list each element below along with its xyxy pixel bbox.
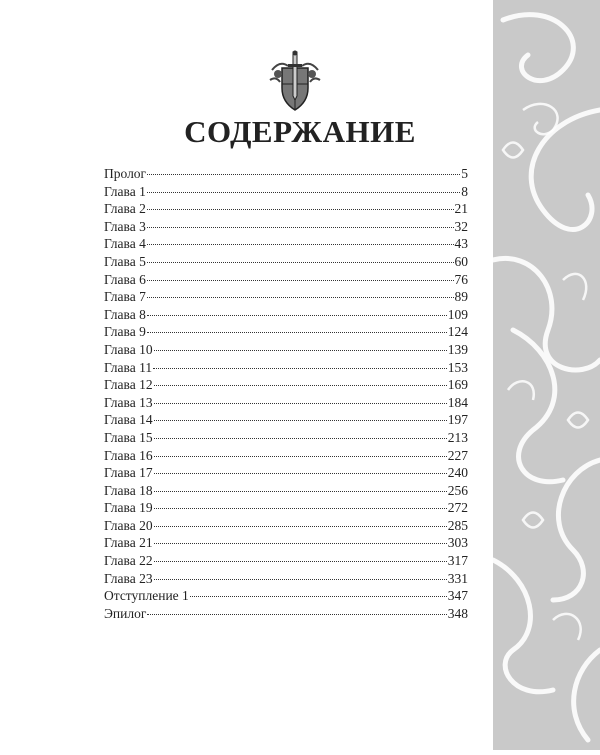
toc-entry-label: Глава 16 — [104, 447, 153, 463]
toc-entry-label: Глава 8 — [104, 306, 146, 322]
toc-entry-label: Глава 15 — [104, 429, 153, 445]
toc-entry-label: Глава 23 — [104, 570, 153, 586]
toc-entry[interactable] — [104, 499, 468, 517]
toc-entry-label: Глава 22 — [104, 553, 153, 569]
toc-entry-label: Глава 11 — [104, 359, 153, 375]
dot-leader — [147, 227, 454, 228]
toc-entry-page: 8 — [461, 183, 468, 199]
toc-entry-label: Глава 19 — [104, 500, 153, 516]
toc-entry[interactable] — [104, 341, 468, 359]
toc-entry-page: 348 — [447, 605, 468, 621]
toc-entry-label: Глава 21 — [104, 535, 153, 551]
dot-leader — [147, 192, 460, 193]
toc-entry-label: Глава 18 — [104, 482, 153, 498]
ornamental-border — [493, 0, 600, 750]
toc-entry[interactable] — [104, 359, 468, 377]
toc-entry-page: 184 — [447, 394, 468, 410]
toc-entry-label: Глава 12 — [104, 377, 153, 393]
toc-entry-label: Глава 6 — [104, 271, 146, 287]
dot-leader — [147, 297, 454, 298]
toc-entry[interactable] — [104, 517, 468, 535]
dot-leader — [154, 403, 447, 404]
toc-entry-label: Глава 3 — [104, 218, 146, 234]
dot-leader — [154, 543, 447, 544]
toc-entry-label: Глава 5 — [104, 253, 146, 269]
dot-leader — [190, 596, 447, 597]
dot-leader — [154, 438, 447, 439]
page-title: СОДЕРЖАНИЕ — [184, 114, 416, 149]
toc-entry-label: Глава 1 — [104, 183, 146, 199]
toc-entry-page: 32 — [454, 218, 468, 234]
dot-leader — [147, 280, 454, 281]
toc-entry[interactable] — [104, 429, 468, 447]
dot-leader — [154, 526, 447, 527]
dot-leader — [147, 174, 460, 175]
dot-leader — [153, 368, 447, 369]
table-of-contents — [104, 165, 468, 622]
toc-entry[interactable] — [104, 218, 468, 236]
shield-sword-emblem-icon — [262, 50, 328, 114]
toc-entry[interactable] — [104, 587, 468, 605]
toc-entry-label: Глава 9 — [104, 324, 146, 340]
toc-entry-page: 213 — [447, 429, 468, 445]
toc-entry-label: Пролог — [104, 166, 147, 181]
toc-entry-label: Эпилог — [104, 605, 147, 621]
dot-leader — [147, 614, 446, 615]
dot-leader — [147, 315, 447, 316]
toc-entry-page: 124 — [447, 324, 468, 340]
toc-entry-page: 153 — [447, 359, 468, 375]
toc-entry[interactable] — [104, 165, 468, 183]
toc-entry-page: 139 — [447, 341, 468, 357]
toc-entry-page: 256 — [447, 482, 468, 498]
toc-entry-label: Отступление 1 — [104, 588, 189, 604]
toc-entry-page: 240 — [447, 465, 468, 481]
toc-entry[interactable] — [104, 570, 468, 588]
toc-entry[interactable] — [104, 552, 468, 570]
toc-entry-page: 43 — [454, 236, 468, 252]
dot-leader — [154, 561, 447, 562]
toc-entry[interactable] — [104, 482, 468, 500]
dot-leader — [154, 508, 447, 509]
toc-entry-page: 5 — [461, 166, 468, 181]
toc-entry[interactable] — [104, 288, 468, 306]
dot-leader — [154, 456, 447, 457]
dot-leader — [154, 473, 447, 474]
dot-leader — [147, 332, 447, 333]
toc-entry-label: Глава 10 — [104, 341, 153, 357]
toc-entry-label: Глава 4 — [104, 236, 146, 252]
toc-entry-page: 285 — [447, 517, 468, 533]
toc-entry[interactable] — [104, 411, 468, 429]
dot-leader — [154, 350, 447, 351]
dot-leader — [154, 491, 447, 492]
toc-entry-label: Глава 20 — [104, 517, 153, 533]
dot-leader — [147, 262, 454, 263]
toc-entry[interactable] — [104, 306, 468, 324]
toc-entry-label: Глава 2 — [104, 201, 146, 217]
toc-entry[interactable] — [104, 253, 468, 271]
toc-entry-label: Глава 17 — [104, 465, 153, 481]
toc-entry-label: Глава 14 — [104, 412, 153, 428]
toc-entry-page: 60 — [454, 253, 468, 269]
toc-entry[interactable] — [104, 534, 468, 552]
toc-entry[interactable] — [104, 271, 468, 289]
toc-entry[interactable] — [104, 464, 468, 482]
toc-entry-label: Глава 7 — [104, 289, 146, 305]
toc-entry-page: 331 — [447, 570, 468, 586]
toc-entry-page: 227 — [447, 447, 468, 463]
dot-leader — [154, 385, 447, 386]
toc-entry-label: Глава 13 — [104, 394, 153, 410]
toc-entry[interactable] — [104, 447, 468, 465]
toc-entry[interactable] — [104, 200, 468, 218]
toc-entry-page: 317 — [447, 553, 468, 569]
toc-entry-page: 303 — [447, 535, 468, 551]
toc-entry[interactable] — [104, 183, 468, 201]
dot-leader — [147, 209, 454, 210]
toc-entry[interactable] — [104, 376, 468, 394]
toc-entry[interactable] — [104, 323, 468, 341]
toc-entry-page: 76 — [454, 271, 468, 287]
toc-entry[interactable] — [104, 605, 468, 623]
swirl-ornament-icon — [493, 0, 600, 750]
dot-leader — [154, 420, 447, 421]
toc-entry-page: 347 — [447, 588, 468, 604]
dot-leader — [147, 244, 454, 245]
dot-leader — [154, 579, 447, 580]
toc-entry-page: 109 — [447, 306, 468, 322]
toc-entry-page: 169 — [447, 377, 468, 393]
toc-entry-page: 197 — [447, 412, 468, 428]
toc-entry[interactable] — [104, 394, 468, 412]
toc-entry-page: 89 — [454, 289, 468, 305]
toc-entry-page: 272 — [447, 500, 468, 516]
toc-entry[interactable] — [104, 235, 468, 253]
toc-entry-page: 21 — [454, 201, 468, 217]
